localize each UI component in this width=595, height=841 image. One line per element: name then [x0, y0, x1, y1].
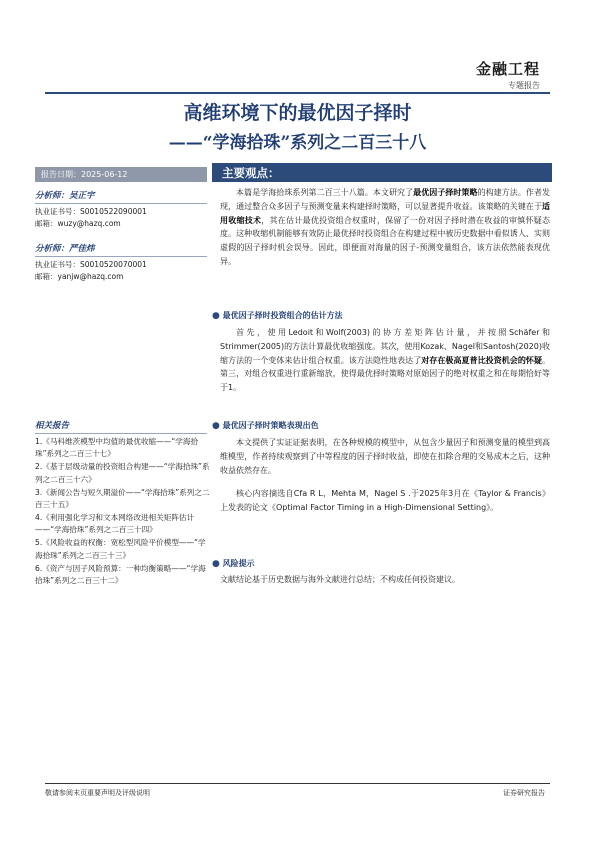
text-run: 首先，使用Ledoit和Wolf(2003)的协方差矩阵估计量，并按照Schäfer和Strimmer(2005)的方法计算最优收缩强度。其次，使用Kozak、Nagel和Santosh(2020)收缩方法的一个变体来估计组合权重。该方法隐性地表达了: [220, 328, 550, 365]
divider: [35, 203, 207, 204]
highlight-text: 对存在极高夏普比投资机会的怀疑: [421, 355, 542, 365]
bullet-icon: ●: [212, 421, 220, 431]
section-performance: [212, 420, 550, 515]
section-risk: [212, 558, 550, 587]
brand-label: 金融工程: [475, 60, 540, 78]
footer-divider: [45, 783, 550, 784]
highlight-text: 适用收缩技术: [220, 201, 550, 225]
analyst-cert: 执业证书号：S0010522090001: [35, 207, 147, 216]
intro-paragraph: [220, 186, 550, 269]
bullet-icon: ●: [212, 559, 220, 569]
report-type: 专题报告: [508, 81, 540, 90]
analyst-email[interactable]: 邮箱：yanjw@hazq.com: [35, 272, 124, 281]
section-title-text: 风险提示: [222, 559, 255, 568]
section-title-text: 最优因子择时策略表现出色: [222, 421, 319, 430]
section-title: [212, 420, 550, 431]
list-item[interactable]: 4.《利用强化学习和文本网络改进相关矩阵估计——“学海拾珠”系列之二百三十四》: [35, 512, 195, 535]
report-title: 高维环境下的最优因子择时: [183, 102, 412, 124]
list-item[interactable]: 1.《马科维茨模型中均值的最优收缩——“学海拾珠”系列之二百三十七》: [35, 437, 199, 459]
footer-disclaimer: 敬请参阅末页重要声明及评级说明: [45, 789, 150, 797]
section-title-text: 最优因子择时投资组合的估计方法: [222, 311, 343, 320]
divider: [35, 256, 207, 257]
risk-text: 文献结论基于历史数据与海外文献进行总结；不构成任何投资建议。: [220, 575, 460, 584]
analyst-email[interactable]: 邮箱：wuzy@hazq.com: [35, 219, 121, 228]
analyst-block-2: [35, 242, 207, 283]
bullet-icon: ●: [212, 311, 220, 321]
analyst-block-1: [35, 189, 207, 230]
section-estimation: [212, 310, 550, 395]
related-reports-title: 相关报告: [35, 421, 70, 431]
main-views-header: [212, 163, 552, 182]
analyst-name: 分析师：严佳炜: [35, 244, 95, 254]
highlight-text: 最优因子择时策略: [413, 188, 478, 197]
list-item[interactable]: 5.《风险收益的权衡：宽松型风险平价模型——“学海拾珠”系列之二百三十三》: [35, 538, 206, 560]
text-run: 。第三，对组合权重进行重新缩放，使得最优择时策略对原始因子的绝对权重之和在每期恰好等于1。: [220, 355, 550, 393]
list-item[interactable]: 3.《新闻公告与短久期溢价——“学海拾珠”系列之二百三十五》: [35, 487, 210, 510]
list-item[interactable]: 6.《资产与因子风险预算：一种均衡策略——“学海拾珠”系列之二百三十二》: [35, 563, 206, 585]
intro-section: [220, 186, 550, 269]
text-run: ，其在估计最优投资组合权重时，保留了一份对因子择时潜在收益的审慎怀疑态度。这种收缩机制能够有效防止最优择时投资组合在构建过程中被历史数据中看似诱人、实则虚假的因子择时机会误导。因此，即便面对海量的因子-预测变量组合，该方法依然能表现优异。: [220, 215, 551, 266]
report-subtitle: ——“学海拾珠”系列之二百三十八: [168, 133, 427, 153]
list-item[interactable]: 2.《基于层级动量的投资组合构建——“学海拾珠”系列之二百三十六》: [35, 462, 210, 484]
related-reports-list: [35, 436, 213, 588]
analyst-name: 分析师：吴正宇: [35, 191, 95, 201]
section-title: [212, 558, 550, 569]
section-paragraph: 本文提供了实证证据表明，在各种规模的模型中，从包含少量因子和预测变量的模型到高维模型，作者持续观察到了中等程度的因子择时收益，即使在扣除合理的交易成本之后，这种收益依然存在。: [220, 438, 550, 475]
report-date: 报告日期：2025-06-12: [35, 167, 207, 182]
footer-label: 证券研究报告: [503, 789, 545, 797]
section-title: [212, 310, 550, 321]
text-run: 的构建方法。作者发现，通过整合众多因子与预测变量来构建择时策略，可以显著提升收益。该策略的关键在于: [220, 188, 550, 211]
divider: [35, 433, 207, 434]
main-views-title: 主要观点：: [222, 166, 280, 180]
source-paragraph: 核心内容摘选自Cfa R L，Mehta M，Nagel S .于2025年3月在《Taylor & Francis》上发表的论文《Optimal Factor Timing in a High-Dimensional Setting》。: [220, 489, 550, 513]
analyst-cert: 执业证书号：S0010520070001: [35, 260, 147, 269]
section-paragraph: [212, 326, 550, 395]
header-divider: [45, 92, 550, 94]
text-run: 本篇是学海拾珠系列第二百三十八篇。本文研究了: [236, 188, 414, 197]
